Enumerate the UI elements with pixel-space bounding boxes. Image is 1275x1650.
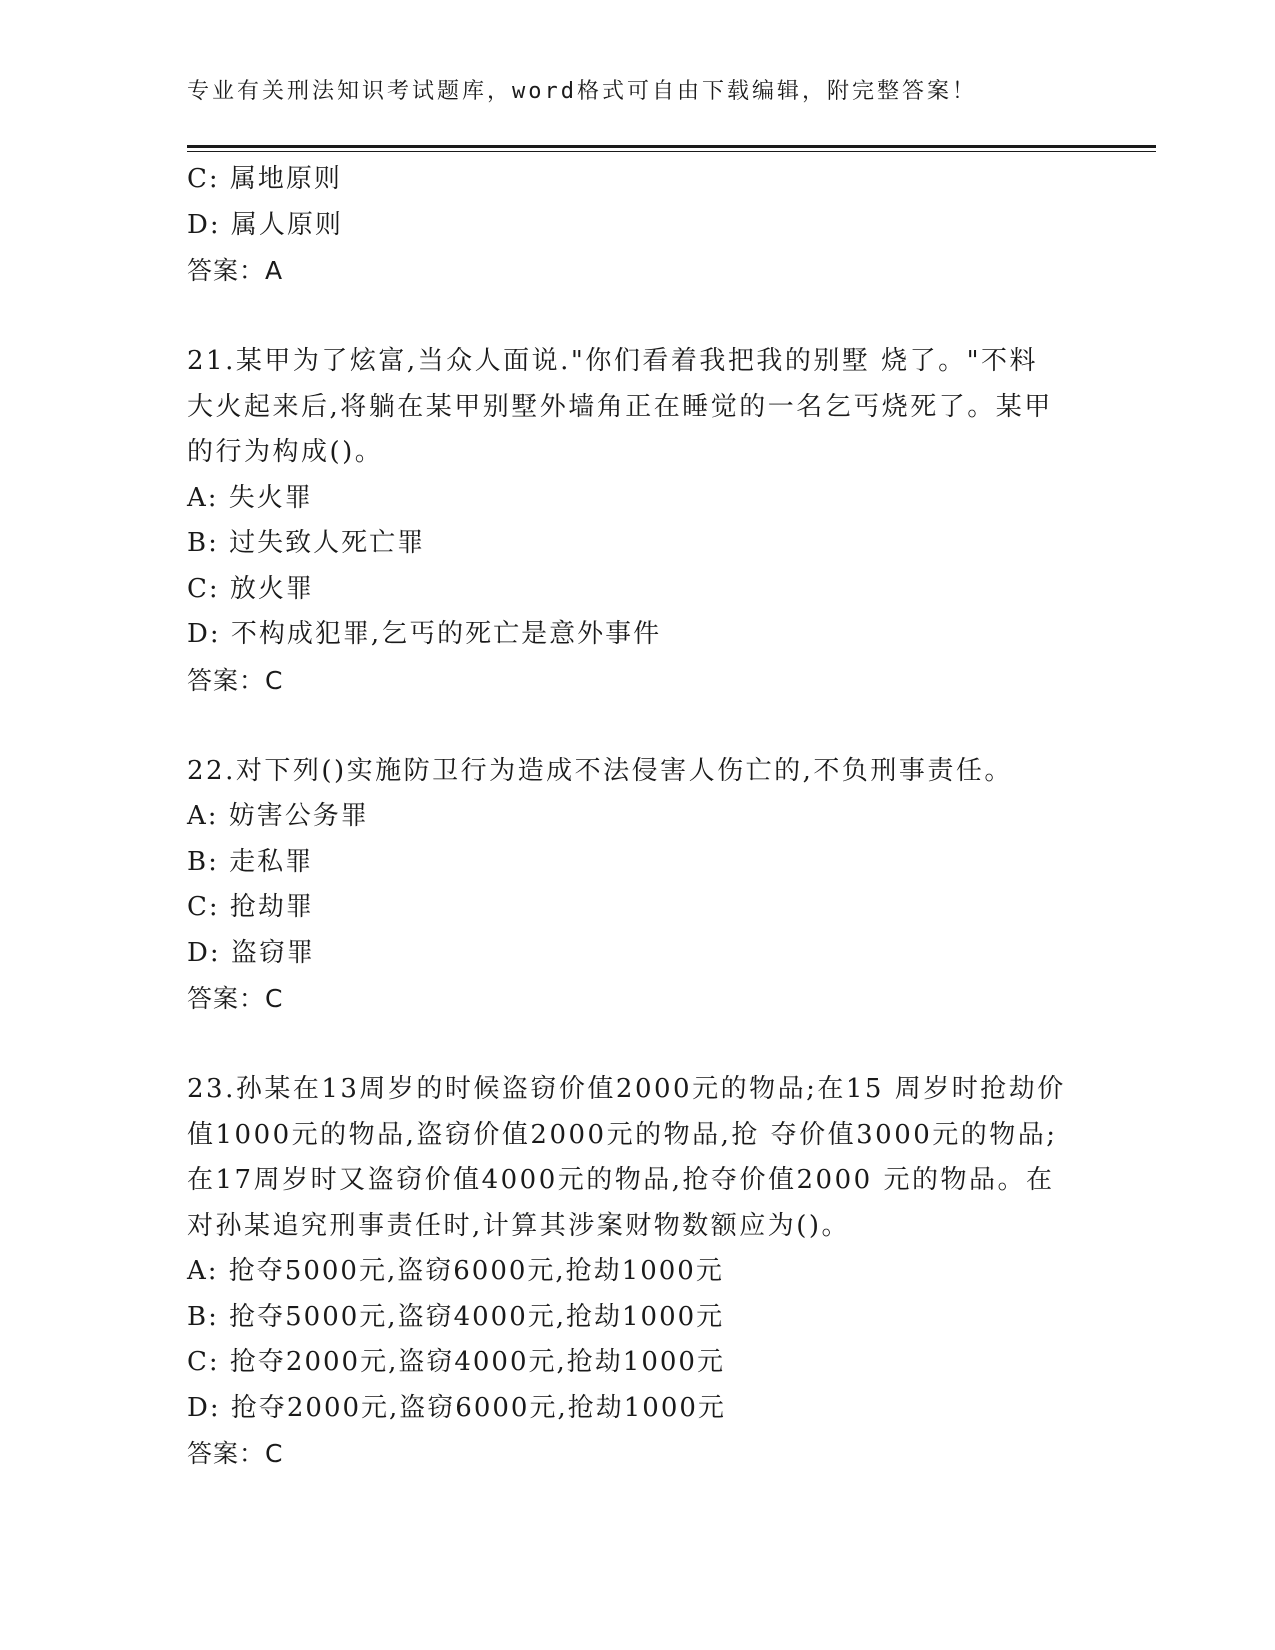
answer-line: 答案：C [187, 665, 284, 695]
answer-line: 答案：C [187, 1439, 284, 1468]
header-divider-thin [187, 151, 1156, 152]
question-22 [187, 749, 1087, 1022]
question-21 [187, 339, 1087, 703]
option-a: A: 妨害公务罪 [187, 801, 369, 831]
option-d: D: 抢夺2000元,盗窃6000元,抢劫1000元 [187, 1392, 726, 1423]
option-b: B: 过失致人死亡罪 [187, 528, 426, 558]
page-header: 专业有关刑法知识考试题库，word格式可自由下载编辑，附完整答案！ [187, 79, 977, 104]
header-divider-thick [187, 145, 1156, 148]
question-content [187, 157, 1087, 1477]
spacer [187, 703, 1087, 749]
question-stem-line: 22.对下列()实施防卫行为造成不法侵害人伤亡的,不负刑事责任。 [187, 755, 1013, 786]
question-stem-line: 在17周岁时又盗窃价值4000元的物品,抢夺价值2000 元的物品。在 [187, 1165, 1055, 1195]
spacer [187, 294, 1087, 340]
option-d: D: 盗窃罪 [187, 937, 315, 968]
question-stem-line: 大火起来后,将躺在某甲别墅外墙角正在睡觉的一名乞丐烧死了。某甲 [187, 391, 1053, 422]
option-c: C: 放火罪 [187, 573, 314, 604]
answer-line: 答案：A [187, 256, 284, 285]
question-stem-line: 的行为构成()。 [187, 437, 384, 467]
option-b: B: 抢夺5000元,盗窃4000元,抢劫1000元 [187, 1301, 725, 1332]
question-stem-line: 对孙某追究刑事责任时,计算其涉案财物数额应为()。 [187, 1210, 851, 1241]
option-d: D: 属人原则 [187, 209, 343, 240]
option-d: D: 不构成犯罪,乞丐的死亡是意外事件 [187, 619, 662, 649]
option-b: B: 走私罪 [187, 846, 314, 877]
spacer [187, 1022, 1087, 1068]
question-23 [187, 1067, 1087, 1477]
question-stem-line: 21.某甲为了炫富,当众人面说."你们看着我把我的别墅 烧了。"不料 [187, 346, 1039, 376]
question-stem-line: 23.孙某在13周岁的时候盗窃价值2000元的物品;在15 周岁时抢劫价 [187, 1074, 1066, 1104]
option-a: A: 失火罪 [187, 482, 313, 513]
question-stem-line: 值1000元的物品,盗窃价值2000元的物品,抢 夺价值3000元的物品; [187, 1119, 1058, 1150]
option-c: C: 属地原则 [187, 164, 342, 194]
option-c: C: 抢夺2000元,盗窃4000元,抢劫1000元 [187, 1347, 725, 1377]
option-a: A: 抢夺5000元,盗窃6000元,抢劫1000元 [187, 1256, 724, 1286]
answer-line: 答案：C [187, 984, 284, 1013]
prev-question-block [187, 157, 1087, 294]
option-c: C: 抢劫罪 [187, 892, 314, 922]
